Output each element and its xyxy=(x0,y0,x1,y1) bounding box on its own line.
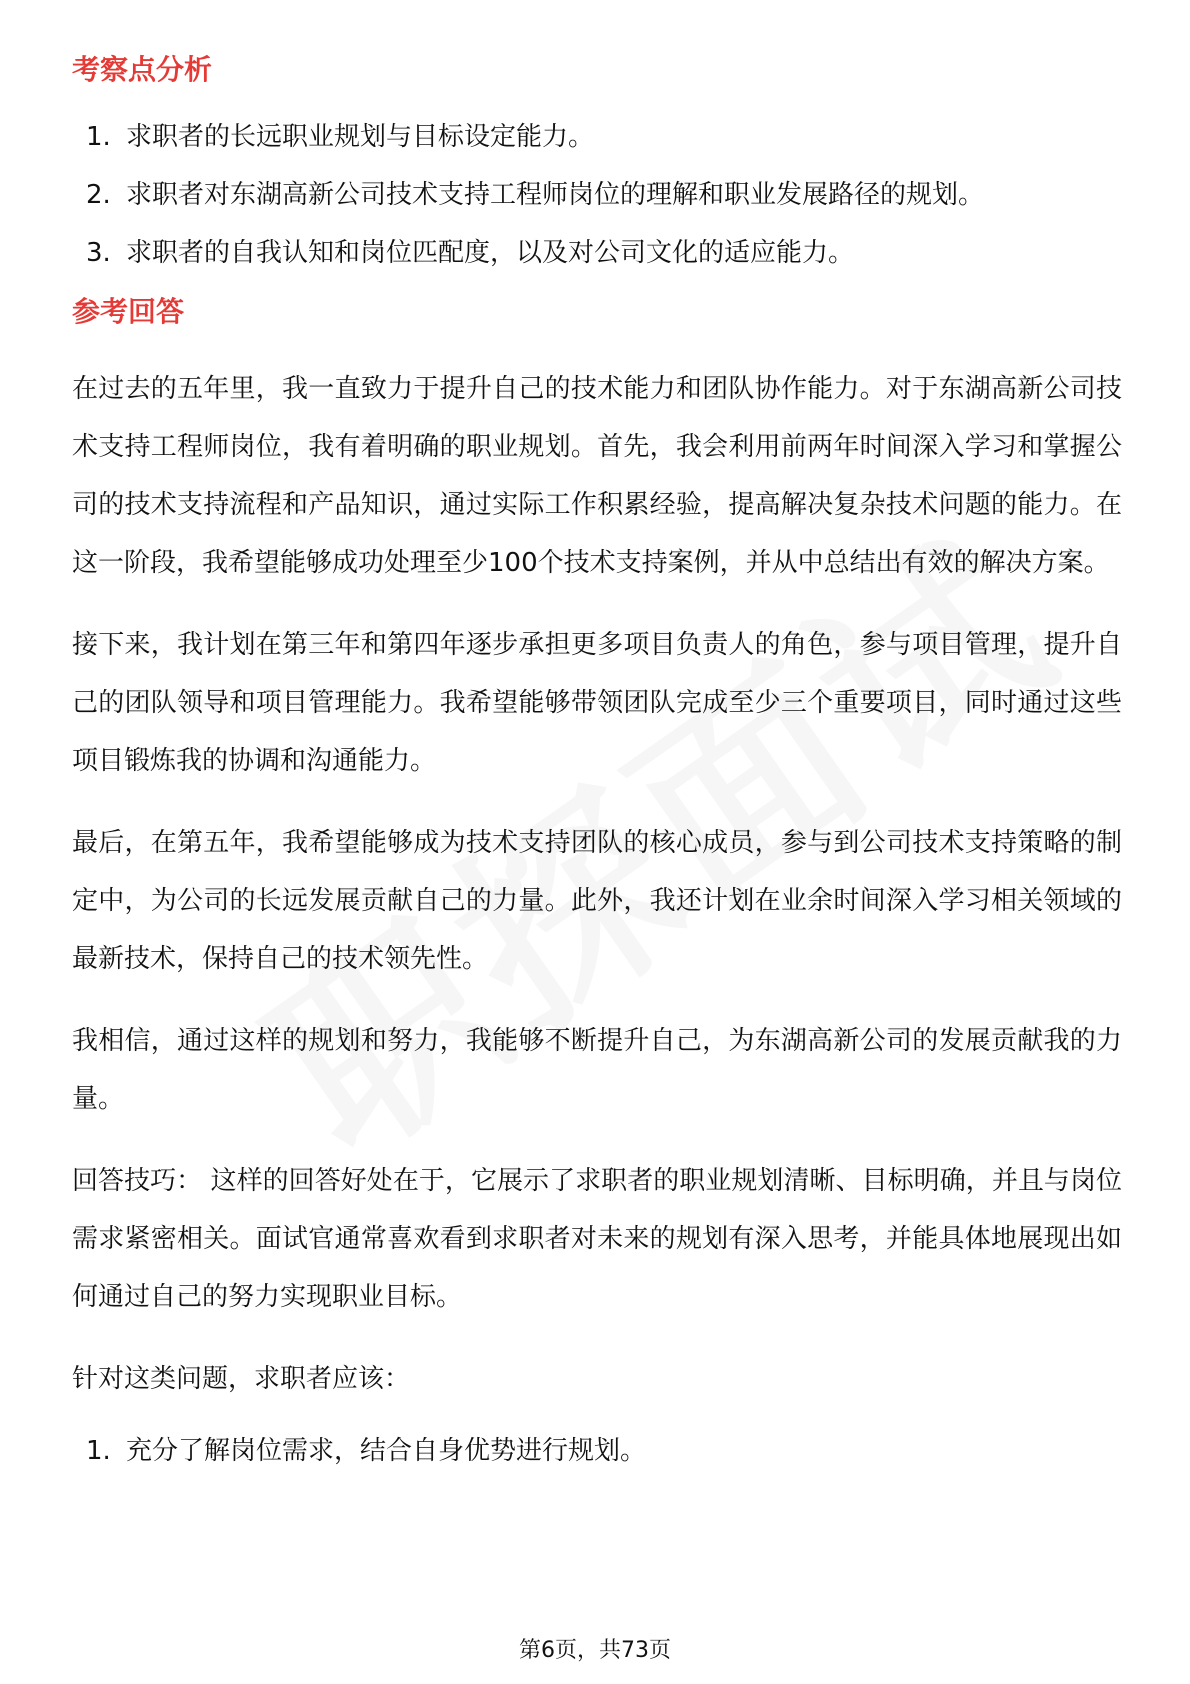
advice-list xyxy=(72,1432,1122,1470)
page-content xyxy=(72,50,1122,1490)
answer-paragraph: 接下来，我计划在第三年和第四年逐步承担更多项目负责人的角色，参与项目管理，提升自己的团队领导和项目管理能力。我希望能够带领团队完成至少三个重要项目，同时通过这些项目锻炼我的协调和沟通能力。 xyxy=(72,630,1122,776)
analysis-list xyxy=(72,118,1122,272)
list-item-text: 充分了解岗位需求，结合自身优势进行规划。 xyxy=(126,1436,647,1466)
list-item-text: 求职者对东湖高新公司技术支持工程师岗位的理解和职业发展路径的规划。 xyxy=(126,180,985,210)
list-item xyxy=(72,118,1122,156)
list-item-number: 2. xyxy=(86,180,111,210)
tips-paragraph: 回答技巧： 这样的回答好处在于，它展示了求职者的职业规划清晰、目标明确，并且与岗位需求紧密相关。面试官通常喜欢看到求职者对未来的规划有深入思考，并能具体地展现出如何通过自己的努力实现职业目标。 xyxy=(72,1166,1122,1312)
answer-paragraph: 我相信，通过这样的规划和努力，我能够不断提升自己，为东湖高新公司的发展贡献我的力量。 xyxy=(72,1026,1122,1114)
analysis-section-title: 考察点分析 xyxy=(72,53,213,86)
list-item-text: 求职者的长远职业规划与目标设定能力。 xyxy=(126,122,595,152)
answer-paragraph: 在过去的五年里，我一直致力于提升自己的技术能力和团队协作能力。对于东湖高新公司技术支持工程师岗位，我有着明确的职业规划。首先，我会利用前两年时间深入学习和掌握公司的技术支持流程和产品知识，通过实际工作积累经验，提高解决复杂技术问题的能力。在这一阶段，我希望能够成功处理至少100个技术支持案例，并从中总结出有效的解决方案。 xyxy=(72,374,1122,578)
list-item-number: 3. xyxy=(86,238,111,268)
answer-section-title: 参考回答 xyxy=(72,295,185,328)
list-item xyxy=(72,234,1122,272)
list-item-number: 1. xyxy=(86,1436,111,1466)
page-number: 第6页，共73页 xyxy=(519,1638,671,1663)
advice-intro: 针对这类问题，求职者应该： xyxy=(72,1364,411,1394)
list-item-text: 求职者的自我认知和岗位匹配度，以及对公司文化的适应能力。 xyxy=(126,238,855,268)
answer-paragraph: 最后，在第五年，我希望能够成为技术支持团队的核心成员，参与到公司技术支持策略的制定中，为公司的长远发展贡献自己的力量。此外，我还计划在业余时间深入学习相关领域的最新技术，保持自己的技术领先性。 xyxy=(72,828,1122,974)
list-item-number: 1. xyxy=(86,122,111,152)
list-item xyxy=(72,176,1122,214)
list-item xyxy=(72,1432,1122,1470)
